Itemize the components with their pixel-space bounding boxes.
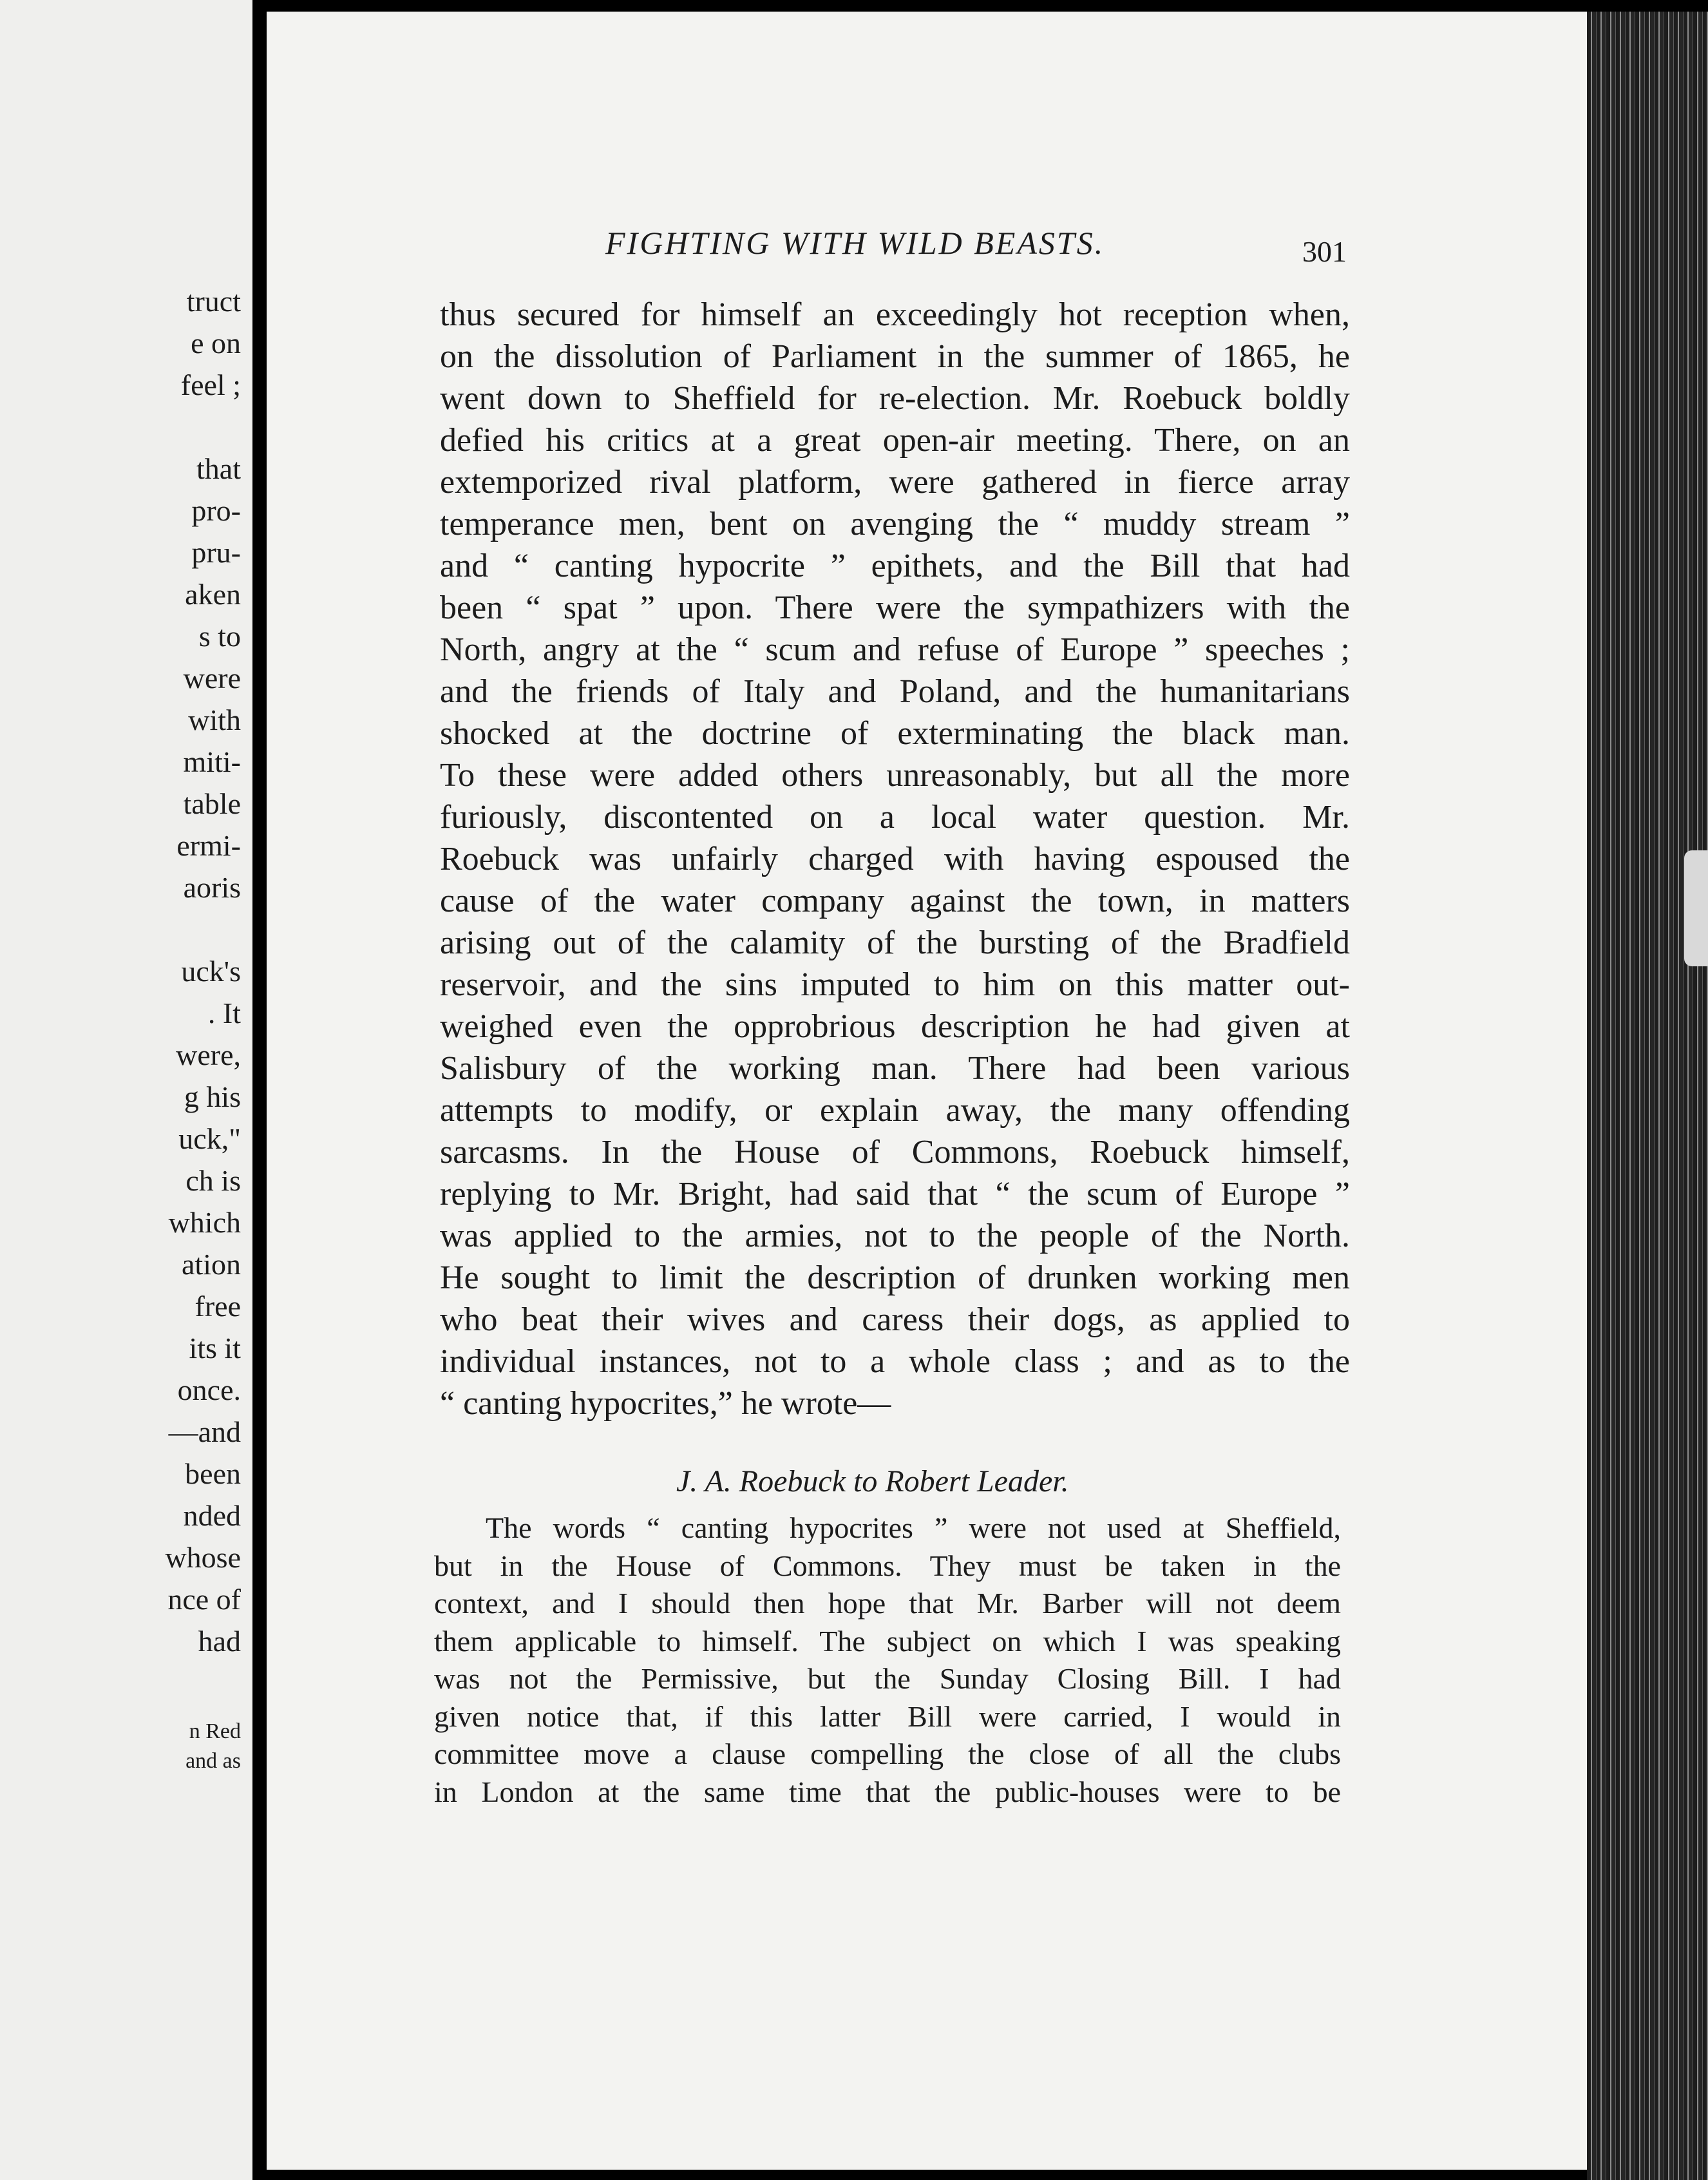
body-line: attempts to modify, or explain away, the many offending — [440, 1092, 1350, 1129]
letter-line: them applicable to himself. The subject on which I was speaking — [434, 1624, 1341, 1658]
left-page-line: which — [168, 1206, 241, 1239]
body-line: arising out of the calamity of the bursting of the Bradfield — [440, 924, 1350, 961]
left-page-line: feel ; — [180, 368, 241, 401]
body-line: replying to Mr. Bright, had said that “ the scum of Europe ” — [440, 1176, 1350, 1212]
body-line: shocked at the doctrine of exterminating the black man. — [440, 715, 1350, 752]
body-line: been “ spat ” upon. There were the sympathizers with the — [440, 589, 1350, 626]
letter-line: context, and I should then hope that Mr. Barber will not deem — [434, 1587, 1341, 1620]
left-page-line: aoris — [183, 871, 241, 904]
left-page-footnote-line: n Red — [189, 1719, 241, 1743]
body-text — [440, 294, 1350, 1424]
body-line: cause of the water company against the town, in matters — [440, 883, 1350, 919]
running-head: FIGHTING WITH WILD BEASTS. — [605, 225, 1105, 261]
left-page-line: table — [183, 787, 241, 820]
left-page-line: e on — [191, 327, 241, 359]
page-edge-tab — [1684, 850, 1708, 966]
left-page-line: once. — [177, 1373, 241, 1406]
letter-line: in London at the same time that the public-houses were to be — [434, 1775, 1341, 1808]
left-page-footnote-line: and as — [185, 1749, 241, 1773]
left-page-line: uck," — [178, 1122, 241, 1155]
letter-line: given notice that, if this latter Bill were carried, I would in — [434, 1699, 1341, 1733]
left-page-fragment — [0, 0, 252, 2180]
left-page-line: its it — [189, 1332, 241, 1364]
left-page-line: nded — [183, 1499, 241, 1532]
left-page-line: with — [188, 703, 241, 736]
body-line: He sought to limit the description of drunken working men — [440, 1259, 1350, 1296]
letter-line: was not the Permissive, but the Sunday Closing Bill. I had — [434, 1662, 1341, 1695]
body-line: who beat their wives and caress their dogs, as applied to — [440, 1301, 1350, 1338]
book-page-edges — [1587, 12, 1708, 2180]
body-line: Salisbury of the working man. There had been various — [440, 1050, 1350, 1087]
body-line: To these were added others unreasonably, but all the more — [440, 757, 1350, 794]
body-line: was applied to the armies, not to the people of the North. — [440, 1218, 1350, 1254]
body-line: temperance men, bent on avenging the “ muddy stream ” — [440, 506, 1350, 542]
body-line: weighed even the opprobrious description he had given at — [440, 1008, 1350, 1045]
body-line: extemporized rival platform, were gathered in fierce array — [440, 464, 1350, 501]
left-page-line: aken — [185, 578, 241, 611]
left-page-line: g his — [184, 1080, 241, 1113]
letter-line: The words “ canting hypocrites ” were not used at Sheffield, — [486, 1511, 1341, 1544]
left-page-line: truct — [186, 285, 241, 318]
left-page-line: free — [195, 1290, 241, 1323]
body-line: and “ canting hypocrite ” epithets, and the Bill that had — [440, 548, 1350, 584]
left-page-line: had — [198, 1625, 241, 1658]
left-page-line: nce of — [167, 1583, 241, 1616]
left-page-line: miti- — [183, 745, 241, 778]
left-page-line: . It — [207, 997, 241, 1029]
book-gutter — [252, 0, 267, 2180]
letter-heading: J. A. Roebuck to Robert Leader. — [676, 1464, 1069, 1498]
body-line: furiously, discontented on a local water question. Mr. — [440, 799, 1350, 836]
body-line: individual instances, not to a whole class ; and as to the — [440, 1343, 1350, 1380]
letter-text — [434, 1509, 1341, 1811]
left-page-line: been — [185, 1457, 241, 1490]
left-page-line: were — [183, 662, 241, 694]
body-line: “ canting hypocrites,” he wrote— — [440, 1385, 891, 1422]
body-line: North, angry at the “ scum and refuse of Europe ” speeches ; — [440, 631, 1350, 668]
left-page-line: uck's — [181, 955, 241, 988]
left-page-line: ch is — [185, 1164, 241, 1197]
body-line: and the friends of Italy and Poland, and the humanitarians — [440, 673, 1350, 710]
left-page-line: pru- — [191, 536, 241, 569]
body-line: defied his critics at a great open-air meeting. There, on an — [440, 422, 1350, 459]
letter-line: but in the House of Commons. They must be taken in the — [434, 1549, 1341, 1582]
left-page-line: pro- — [191, 494, 241, 527]
left-page-line: —and — [168, 1415, 241, 1448]
left-page-line: ermi- — [176, 829, 241, 862]
left-page-line: that — [196, 452, 241, 485]
left-page-line: s to — [198, 620, 241, 653]
page-number: 301 — [1302, 235, 1347, 268]
left-page-line: were, — [176, 1038, 241, 1071]
left-page-line: ation — [182, 1248, 241, 1281]
letter-line: committee move a clause compelling the close of all the clubs — [434, 1737, 1341, 1770]
body-line: reservoir, and the sins imputed to him on this matter out- — [440, 966, 1350, 1003]
body-line: went down to Sheffield for re-election. Mr. Roebuck boldly — [440, 380, 1350, 417]
body-line: thus secured for himself an exceedingly hot reception when, — [440, 296, 1350, 333]
body-line: on the dissolution of Parliament in the summer of 1865, he — [440, 338, 1350, 375]
left-page-line: whose — [165, 1541, 241, 1574]
body-line: sarcasms. In the House of Commons, Roebuck himself, — [440, 1134, 1350, 1171]
body-line: Roebuck was unfairly charged with having espoused the — [440, 841, 1350, 877]
